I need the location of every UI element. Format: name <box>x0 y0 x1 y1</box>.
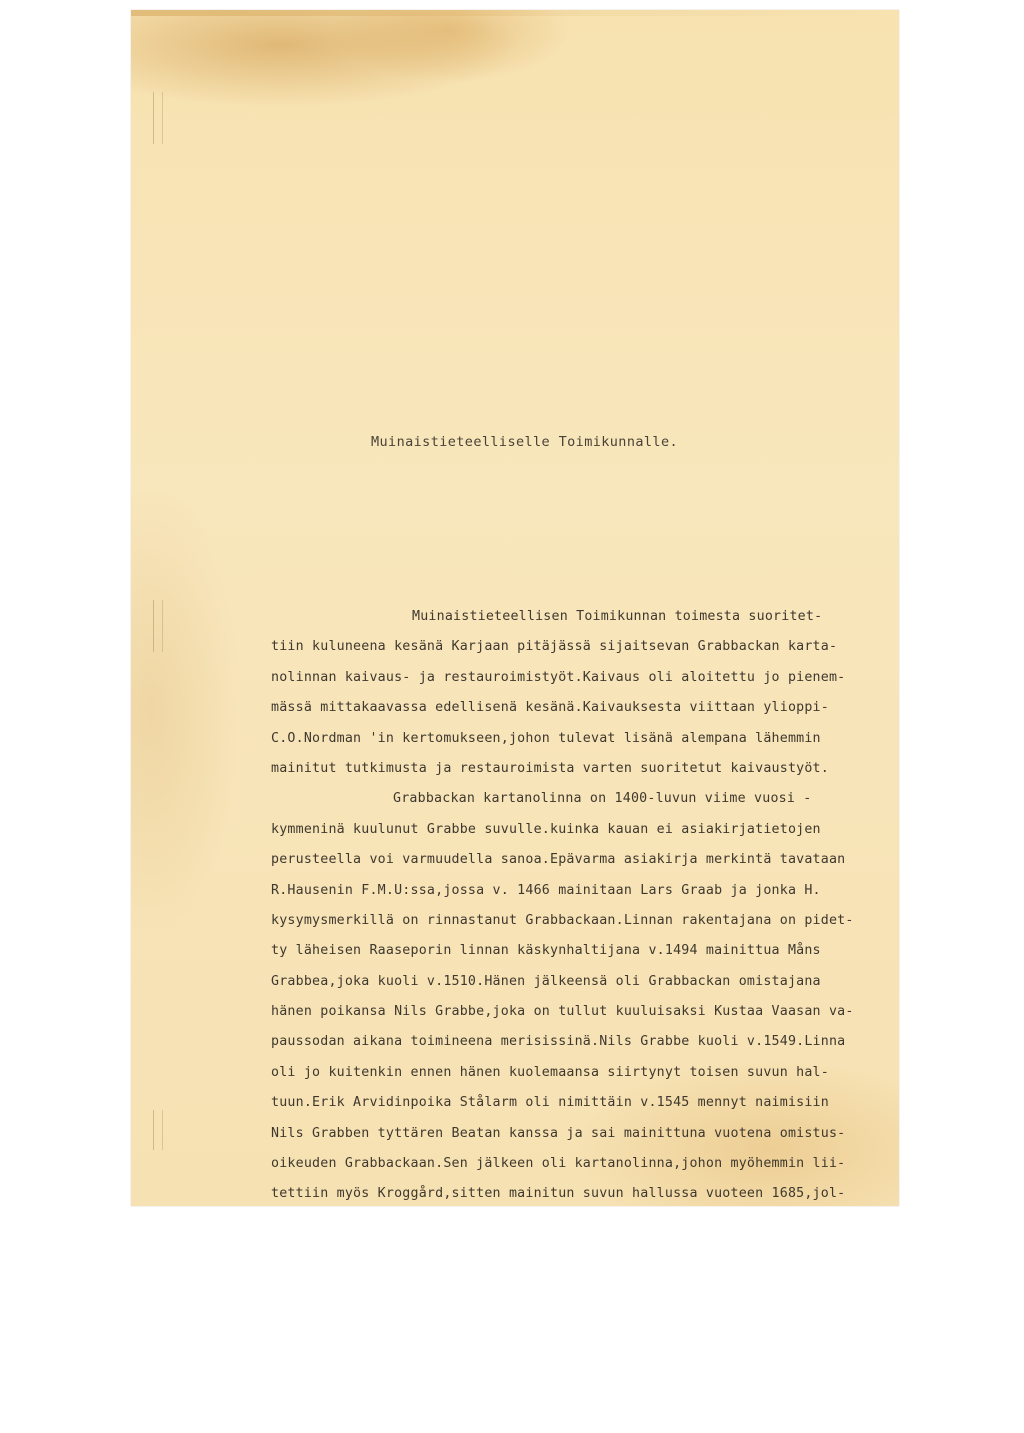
text-line: mässä mittakaavassa edellisenä kesänä.Kaivauksesta viittaan ylioppi- <box>271 700 829 716</box>
water-stain <box>131 10 899 16</box>
text-line: kysymysmerkillä on rinnastanut Grabbackaan.Linnan rakentajana on pidet- <box>271 912 854 928</box>
text-line: tettiin myös Kroggård,sitten mainitun suvun hallussa vuoteen 1685,jol- <box>271 1186 846 1202</box>
punch-hole-mark <box>153 1110 163 1150</box>
body-text <box>271 602 891 1210</box>
text-line: Nils Grabben tyttären Beatan kanssa ja sai mainittuna vuotena omistus- <box>271 1125 846 1141</box>
text-line: paussodan aikana toimineena merisissinä.Nils Grabbe kuoli v.1549.Linna <box>271 1034 846 1050</box>
punch-hole-mark <box>153 92 163 144</box>
text-line: perusteella voi varmuudella sanoa.Epävarma asiakirja merkintä tavataan <box>271 852 846 868</box>
text-line: kymmeninä kuulunut Grabbe suvulle.kuinka kauan ei asiakirjatietojen <box>271 821 821 837</box>
text-line: ty läheisen Raaseporin linnan käskynhaltijana v.1494 mainittua Måns <box>271 943 821 959</box>
text-line: Grabbea,joka kuoli v.1510.Hänen jälkeensä oli Grabbackan omistajana <box>271 973 821 989</box>
text-line: Grabbackan kartanolinna on 1400-luvun viime vuosi - <box>393 791 812 807</box>
text-line: C.O.Nordman 'in kertomukseen,johon tulevat lisänä alempana lähemmin <box>271 730 821 746</box>
text-line: mainitut tutkimusta ja restauroimista varten suoritetut kaivaustyöt. <box>271 760 829 776</box>
text-line: R.Hausenin F.M.U:ssa,jossa v. 1466 mainitaan Lars Graab ja jonka H. <box>271 882 821 898</box>
text-line: oli jo kuitenkin ennen hänen kuolemaansa siirtynyt toisen suvun hal- <box>271 1064 829 1080</box>
document-page <box>131 10 899 1206</box>
letter-heading: Muinaistieteelliselle Toimikunnalle. <box>371 434 678 450</box>
text-line: tuun.Erik Arvidinpoika Stålarm oli nimittäin v.1545 mennyt naimisiin <box>271 1095 829 1111</box>
text-line: tiin kuluneena kesänä Karjaan pitäjässä sijaitsevan Grabbackan karta- <box>271 639 838 655</box>
text-line: hänen poikansa Nils Grabbe,joka on tullut kuuluisaksi Kustaa Vaasan va- <box>271 1004 854 1020</box>
text-line: nolinnan kaivaus- ja restauroimistyöt.Kaivaus oli aloitettu jo pienem- <box>271 669 846 685</box>
text-line: oikeuden Grabbackaan.Sen jälkeen oli kartanolinna,johon myöhemmin lii- <box>271 1156 846 1172</box>
punch-hole-mark <box>153 600 163 652</box>
text-line: Muinaistieteellisen Toimikunnan toimesta suoritet- <box>412 609 823 624</box>
